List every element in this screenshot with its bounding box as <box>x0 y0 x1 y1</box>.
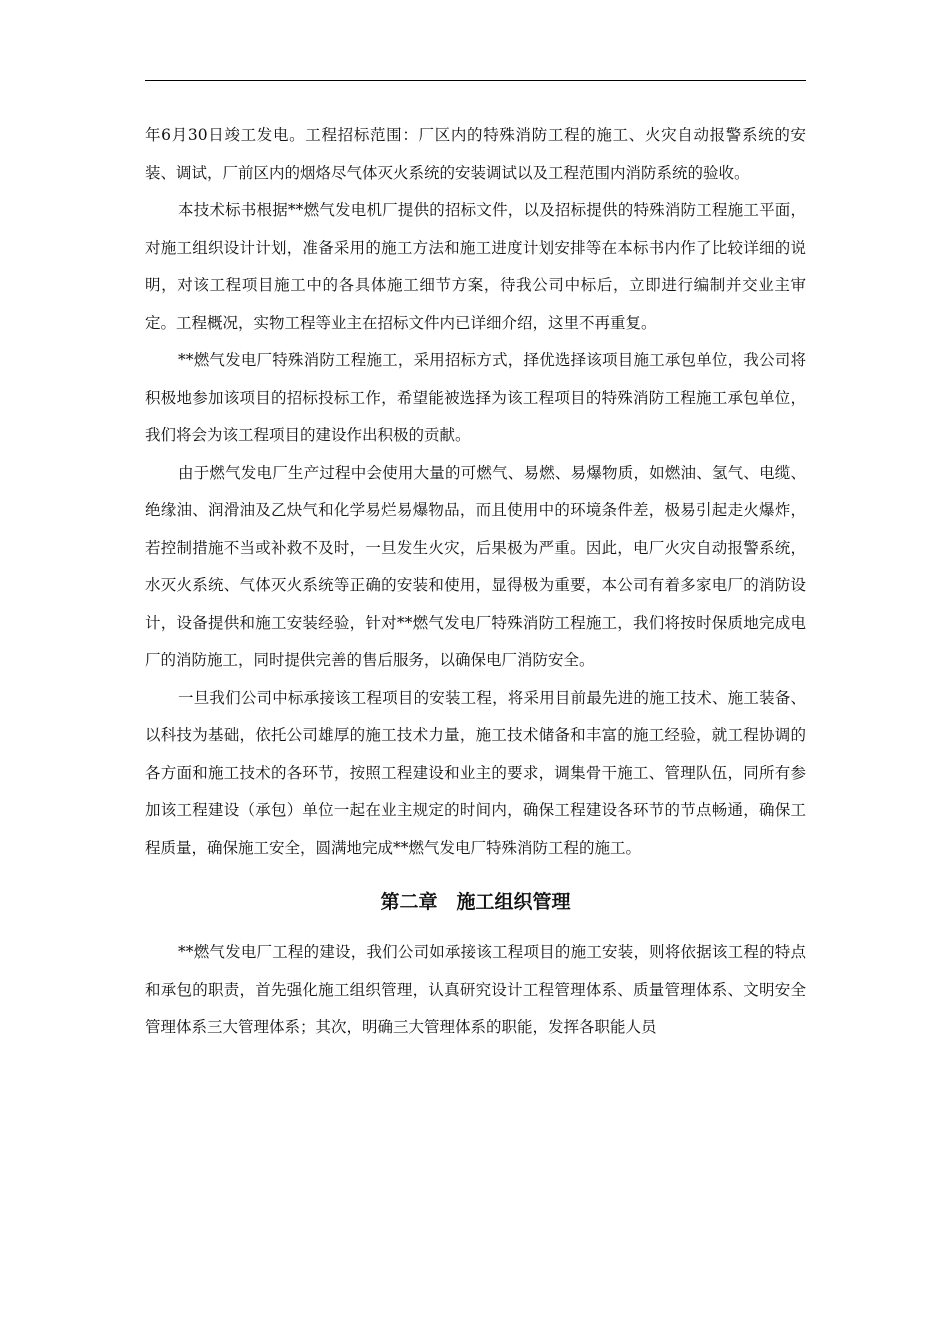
paragraph-fire-risk: 由于燃气发电厂生产过程中会使用大量的可燃气、易燃、易爆物质，如燃油、氢气、电缆、绝缘油、润滑油及乙炔气和化学易烂易爆物品，而且使用中的环境条件差，极易引起走火爆炸，若控制措施不当或补救不及时，一旦发生火灾，后果极为严重。因此，电厂火灾自动报警系统，水灭火系统、气体灭火系统等正确的安装和使用，显得极为重要，本公司有着多家电厂的消防设计，设备提供和施工安装经验，针对**燃气发电厂特殊消防工程施工，我们将按时保质地完成电厂的消防施工，同时提供完善的售后服务，以确保电厂消防安全。 <box>145 463 806 669</box>
paragraph-tender-basis: 本技术标书根据**燃气发电机厂提供的招标文件，以及招标提供的特殊消防工程施工平面，对施工组织设计计划，准备采用的施工方法和施工进度计划安排等在本标书内作了比较详细的说明，对该工程项目施工中的各具体施工细节方案，待我公司中标后，立即进行编制并交业主审定。工程概况，实物工程等业主在招标文件内已详细介绍，这里不再重复。 <box>145 201 806 332</box>
paragraph-organization-management: **燃气发电厂工程的建设，我们公司如承接该工程项目的施工安装，则将依据该工程的特点和承包的职责，首先强化施工组织管理，认真研究设计工程管理体系、质量管理体系、文明安全管理体系三大管理体系；其次，明确三大管理体系的职能，发挥各职能人员 <box>145 943 806 1036</box>
paragraph-commitment: 一旦我们公司中标承接该工程项目的安装工程，将采用目前最先进的施工技术、施工装备、以科技为基础，依托公司雄厚的施工技术力量，施工技术储备和丰富的施工经验，就工程协调的各方面和施工技术的各环节，按照工程建设和业主的要求，调集骨干施工、管理队伍，同所有参加该工程建设（承包）单位一起在业主规定的时间内，确保工程建设各环节的节点畅通，确保工程质量，确保施工安全，圆满地完成**燃气发电厂特殊消防工程的施工。 <box>145 688 806 857</box>
document-body <box>145 117 806 1047</box>
paragraph-bidding-method: **燃气发电厂特殊消防工程施工，采用招标方式，择优选择该项目施工承包单位，我公司将积极地参加该项目的招标投标工作，希望能被选择为该工程项目的特殊消防工程施工承包单位，我们将会为该工程项目的建设作出积极的贡献。 <box>145 351 806 444</box>
paragraph-continuation: 年6月30日竣工发电。工程招标范围：厂区内的特殊消防工程的施工、火灾自动报警系统的安装、调试，厂前区内的烟烙尽气体灭火系统的安装调试以及工程范围内消防系统的验收。 <box>145 126 806 182</box>
chapter-title: 第二章 施工组织管理 <box>380 891 571 913</box>
header-rule <box>145 80 806 81</box>
